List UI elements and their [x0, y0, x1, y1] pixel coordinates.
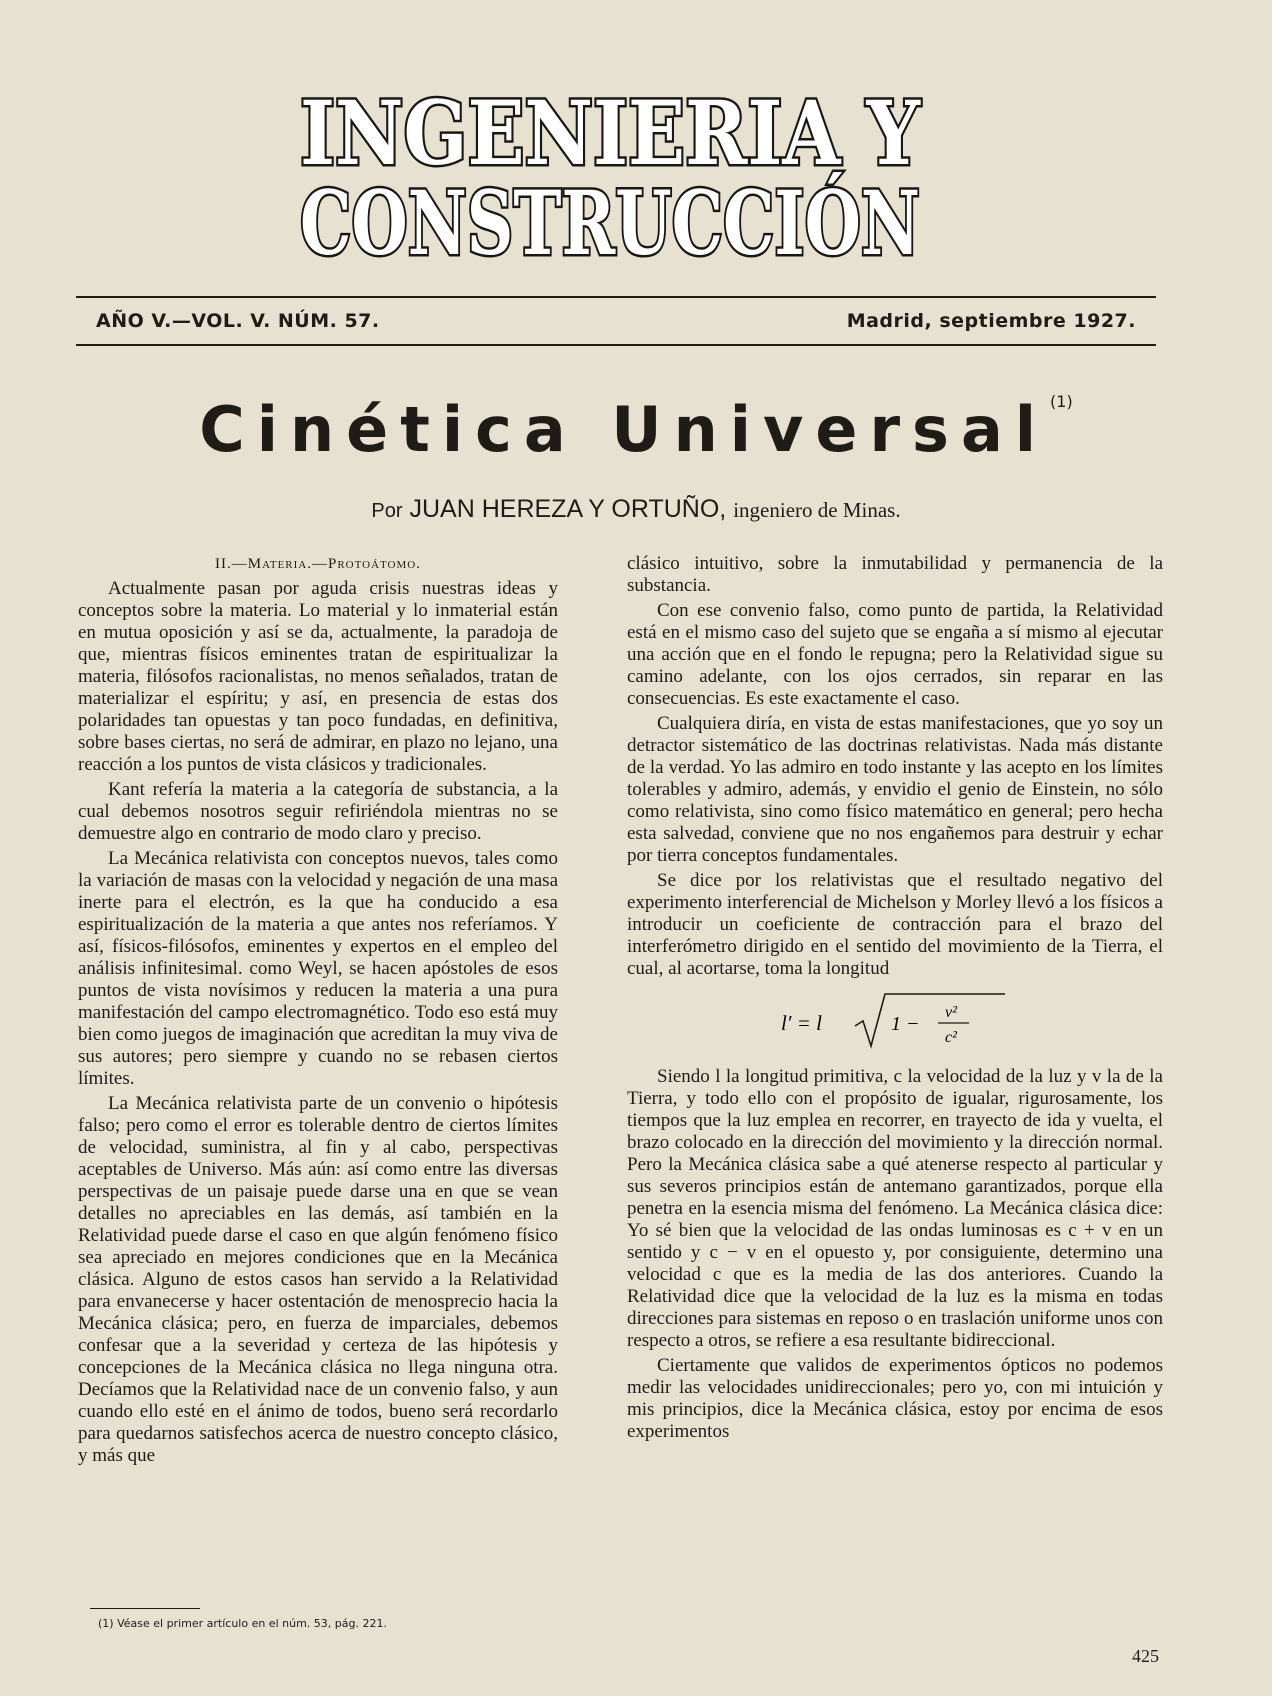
footnote-rule — [90, 1608, 200, 1609]
section-title: Materia.—Protoátomo. — [247, 556, 421, 572]
formula-lhs: l′ = l — [781, 1011, 822, 1035]
article-byline — [0, 495, 1272, 524]
masthead-line-2: CONSTRUCCIÓN — [300, 171, 920, 275]
paragraph: Kant refería la materia a la categoría de substancia, a la cual debemos nosotros seguir refiriéndola mientras no se demuestre algo en contrario de modo claro y preciso. — [78, 779, 558, 844]
article-title-text: Cinética Universal — [199, 393, 1049, 466]
paragraph: Actualmente pasan por aguda crisis nuestras ideas y conceptos sobre la materia. Lo material y lo inmaterial están en mutua oposición y así se da, actualmente, la paradoja de que, mientras físicos eminentes tratan de espiritualizar la materia, filósofos racionalistas, no menos señalados, tratan de materializar el espíritu; y así, en presencia de estas dos polaridades tan opuestas y tan poco fundadas, en definitiva, sobre bases ciertas, no será de admirar, en plazo no lejano, una reacción a los puntos de vista clásicos y tradicionales. — [78, 578, 558, 775]
issue-info-line — [96, 310, 1136, 332]
paragraph: Ciertamente que validos de experimentos ópticos no podemos medir las velocidades unidireccionales; pero yo, con mi intuición y mis principios, dice la Mecánica clásica, estoy por encima de esos experimentos — [627, 1355, 1163, 1442]
footnote: (1) Véase el primer artículo en el núm. 53, pág. 221. — [98, 1617, 387, 1630]
title-footnote-mark: (1) — [1050, 392, 1073, 411]
article-title — [0, 392, 1272, 466]
paragraph: La Mecánica relativista con conceptos nuevos, tales como la variación de masas con la velocidad y negación de una masa inerte para el electrón, es la que ha conducido a esa espiritualización de la materia a que antes nos referíamos. Y así, físicos-filósofos, eminentes y expertos en el empleo del análisis infinitesimal. como Weyl, se hacen apóstoles de esos puntos de vista novísimos y reducen la materia a una pura manifestación del campo electromagnético. Todo eso está muy bien como juegos de imaginación que acreditan la muy viva de sus autores; pero siempre y cuando no se rebasen ciertos límites. — [78, 848, 558, 1089]
contraction-formula — [627, 990, 1163, 1052]
masthead-lettering — [260, 81, 960, 275]
right-column — [627, 553, 1163, 1446]
journal-masthead-logo — [260, 81, 960, 275]
paragraph: Cualquiera diría, en vista de estas manifestaciones, que yo soy un detractor sistemático de las doctrinas relativistas. Nada más distante de la verdad. Yo las admiro en todo instante y las acepto en los límites tolerables y admiro, además, y envidio el genio de Einstein, no sólo como relativista, sino como físico matemático en general; pero hecha esta salvedad, conviene que no nos engañemos para destruir y echar por tierra conceptos fundamentales. — [627, 713, 1163, 866]
issue-date: Madrid, septiembre 1927. — [846, 310, 1136, 332]
issue-rule-top — [76, 296, 1156, 298]
section-heading — [78, 553, 558, 575]
byline-role: ingeniero de Minas. — [733, 498, 901, 522]
masthead-line-1: INGENIERIA Y — [300, 81, 921, 185]
paragraph: Con ese convenio falso, como punto de partida, la Relatividad está en el mismo caso del sujeto que se engaña a sí mismo al ejecutar una acción que en el fondo le repugna; pero la Relatividad sigue su camino adelante, con los ojos cerrados, sin reparar en las consecuencias. Es este exactamente el caso. — [627, 600, 1163, 709]
paragraph: La Mecánica relativista parte de un convenio o hipótesis falso; pero como el error es tolerable dentro de ciertos límites de velocidad, suministra, al fin y al cabo, perspectivas aceptables de Universo. Más aún: así como entre las diversas perspectivas de un paisaje puede darse una en que se vean detalles no apreciables en las demás, así también en la Relatividad puede darse el caso en que algún fenómeno físico sea apreciado en mejores condiciones que en la Mecánica clásica. Alguno de estos casos han servido a la Relatividad para envanecerse y hacer ostentación de menosprecio hacia la Mecánica clásica; pero, en fuerza de imparciales, debemos confesar que a la severidad y certeza de las hipótesis y concepciones de la Mecánica clásica no llega ninguna otra. Decíamos que la Relatividad nace de un convenio falso, y aun cuando ello esté en el ánimo de todos, bueno será recordarlo para quedarnos satisfechos acerca de nuestro concepto clásico, y más que — [78, 1093, 558, 1466]
radical-sign — [855, 994, 1005, 1046]
formula-one-minus: 1 − — [891, 1013, 920, 1035]
paragraph: clásico intuitivo, sobre la inmutabilidad y permanencia de la substancia. — [627, 553, 1163, 596]
page-number: 425 — [1132, 1646, 1159, 1666]
issue-rule-bottom — [76, 344, 1156, 346]
byline-author: JUAN HEREZA Y ORTUÑO, — [409, 495, 727, 523]
formula-denominator: c² — [945, 1029, 957, 1046]
byline-prefix: Por — [371, 500, 403, 522]
paragraph: Siendo l la longitud primitiva, c la velocidad de la luz y v la de la Tierra, y todo ello con el propósito de igualar, rigurosamente, los tiempos que la luz emplea en recorrer, en trayecto de ida y vuelta, el brazo colocado en la dirección del movimiento y la dirección normal. Pero la Mecánica clásica sabe a qué atenerse respecto al particular y sus severos principios están de antemano garantizados, porque ella penetra en la esencia misma del fenómeno. La Mecánica clásica dice: Yo sé bien que la velocidad de las ondas luminosas es c + v en un sentido y c − v en el opuesto y, por consiguiente, determino una velocidad c que es la media de las dos anteriores. Cuando la Relatividad dice que la velocidad de la luz es la misma en todas direcciones para sistemas en reposo o en traslación uniforme unos con respecto a otros, se refiere a esa resultante bidireccional. — [627, 1066, 1163, 1351]
section-number: II.— — [215, 556, 248, 572]
formula-graphic — [775, 990, 1015, 1052]
issue-volume: AÑO V.—VOL. V. NÚM. 57. — [96, 310, 380, 332]
left-column — [78, 553, 558, 1470]
formula-numerator: v² — [945, 1004, 957, 1021]
paragraph: Se dice por los relativistas que el resultado negativo del experimento interferencial de Michelson y Morley llevó a los físicos a introducir un coeficiente de contracción para el brazo del interferómetro dirigido en el sentido del movimiento de la Tierra, el cual, al acortarse, toma la longitud — [627, 870, 1163, 979]
